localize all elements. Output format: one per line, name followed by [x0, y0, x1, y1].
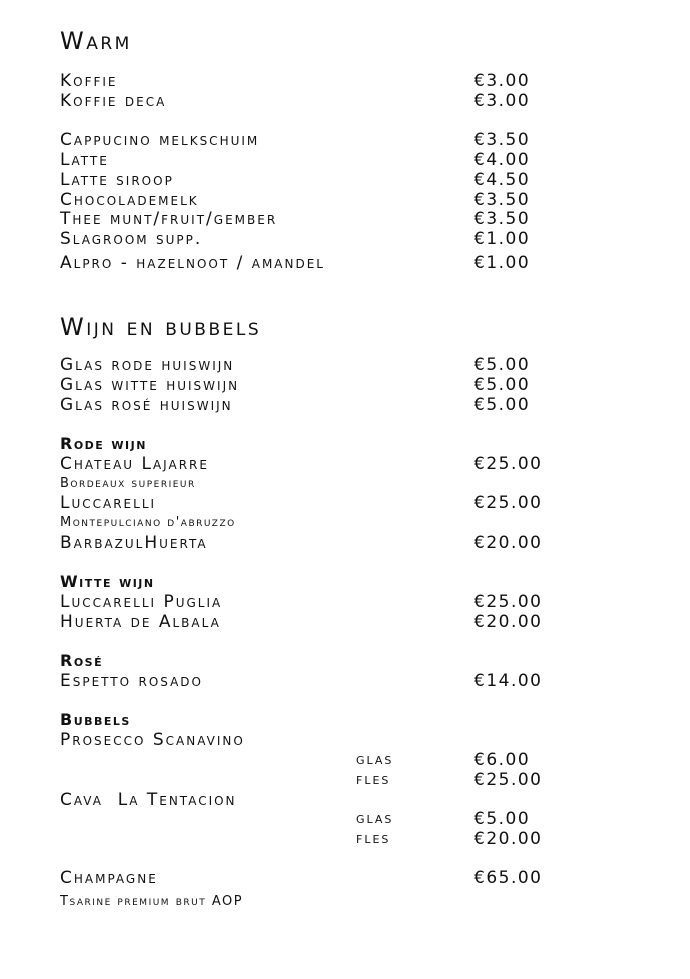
item-name: Slagroom supp. — [60, 229, 203, 249]
menu-item-variant — [60, 770, 660, 790]
item-price: €20.00 — [474, 612, 543, 632]
item-price: €6.00 — [474, 750, 531, 770]
item-name: Champagne — [60, 868, 158, 888]
section-title-wijn: Wijn en bubbels — [60, 313, 262, 341]
item-name: Latte siroop — [60, 170, 174, 190]
menu-item — [60, 592, 660, 612]
item-subtitle: Montepulciano d'abruzzo — [60, 515, 236, 530]
item-price: €65.00 — [474, 868, 543, 888]
item-name: Cappucino melkschuim — [60, 130, 260, 150]
item-price: €4.50 — [474, 170, 531, 190]
item-price: €4.00 — [474, 150, 531, 170]
item-name: Luccarelli Puglia — [60, 592, 223, 612]
item-price: €1.00 — [474, 229, 531, 249]
item-price: €14.00 — [474, 671, 543, 691]
item-price: €20.00 — [474, 829, 543, 849]
item-price: €5.00 — [474, 375, 531, 395]
menu-item — [60, 395, 660, 415]
item-name: Thee munt/fruit/gember — [60, 209, 278, 229]
item-name: Latte — [60, 150, 109, 170]
menu-item — [60, 71, 660, 91]
menu-item — [60, 91, 660, 111]
menu-item-variant — [60, 829, 660, 849]
item-name: Prosecco Scanavino — [60, 730, 245, 750]
item-price: €25.00 — [474, 454, 543, 474]
item-name: Koffie deca — [60, 91, 167, 111]
item-name: Alpro - hazelnoot / amandel — [60, 253, 325, 273]
menu-item — [60, 730, 660, 750]
menu-item — [60, 868, 660, 888]
item-name: BarbazulHuerta — [60, 533, 208, 553]
item-price: €5.00 — [474, 809, 531, 829]
item-price: €5.00 — [474, 355, 531, 375]
item-price: €3.50 — [474, 209, 531, 229]
menu-item — [60, 229, 660, 249]
item-name: Huerta de Albala — [60, 612, 221, 632]
item-name: Glas rosé huiswijn — [60, 395, 233, 415]
item-price: €3.50 — [474, 190, 531, 210]
menu-item — [60, 454, 660, 474]
category-title-rose: Rosé — [60, 651, 104, 670]
menu-item — [60, 150, 660, 170]
menu-item — [60, 493, 660, 513]
item-name: Koffie — [60, 71, 118, 91]
item-name: Cava La Tentacion — [60, 790, 237, 810]
item-price: €20.00 — [474, 533, 543, 553]
section-title-warm: Warm — [60, 27, 132, 55]
menu-item — [60, 190, 660, 210]
menu-item-variant — [60, 809, 660, 829]
menu-item-variant — [60, 750, 660, 770]
item-price: €25.00 — [474, 493, 543, 513]
serving-unit: fles — [356, 829, 391, 847]
category-title-rode-wijn: Rode wijn — [60, 434, 147, 453]
menu-item — [60, 533, 660, 553]
item-price: €3.00 — [474, 71, 531, 91]
item-name: Luccarelli — [60, 493, 157, 513]
category-title-witte-wijn: Witte wijn — [60, 572, 155, 591]
item-subtitle: Tsarine premium brut AOP — [60, 894, 244, 909]
menu-item — [60, 170, 660, 190]
menu-item — [60, 355, 660, 375]
menu-item — [60, 209, 660, 229]
item-subtitle: Bordeaux superieur — [60, 476, 196, 491]
item-name: Espetto rosado — [60, 671, 203, 691]
item-price: €3.50 — [474, 130, 531, 150]
item-name: Chateau Lajarre — [60, 454, 209, 474]
item-price: €3.00 — [474, 91, 531, 111]
item-name: Glas witte huiswijn — [60, 375, 240, 395]
item-price: €25.00 — [474, 770, 543, 790]
menu-item — [60, 130, 660, 150]
menu-item — [60, 253, 660, 273]
category-title-bubbels: Bubbels — [60, 710, 131, 729]
item-price: €25.00 — [474, 592, 543, 612]
menu-item — [60, 671, 660, 691]
menu-item — [60, 790, 660, 810]
serving-unit: glas — [356, 809, 394, 827]
item-name: Glas rode huiswijn — [60, 355, 235, 375]
item-name: Chocolademelk — [60, 190, 199, 210]
serving-unit: fles — [356, 770, 391, 788]
item-price: €5.00 — [474, 395, 531, 415]
menu-item — [60, 375, 660, 395]
menu-item — [60, 612, 660, 632]
serving-unit: glas — [356, 750, 394, 768]
item-price: €1.00 — [474, 253, 531, 273]
